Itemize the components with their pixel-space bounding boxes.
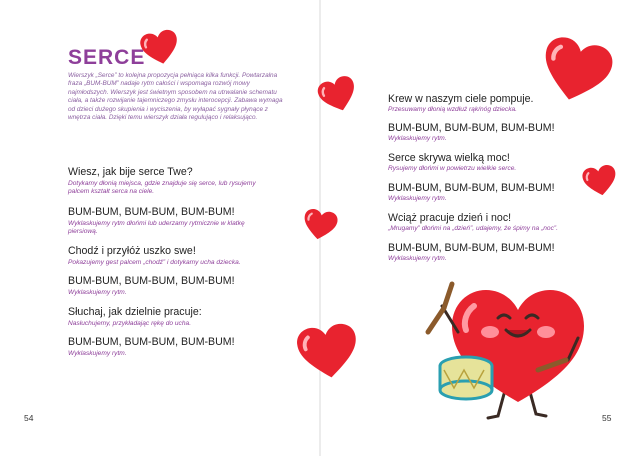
verse-line: Słuchaj, jak dzielnie pracuje: xyxy=(68,306,202,318)
verse-line: BUM-BUM, BUM-BUM, BUM-BUM! xyxy=(388,242,555,254)
verse-note: Wyklaskujemy rytm. xyxy=(388,135,447,142)
page-title: SERCE xyxy=(68,46,146,69)
verse-note: Rysujemy dłońmi w powietrzu wielkie serce. xyxy=(388,165,517,172)
verse-line: BUM-BUM, BUM-BUM, BUM-BUM! xyxy=(68,275,235,287)
verse-note: Wyklaskujemy rytm dłońmi lub uderzamy rytmicznie w klatkę piersiową. xyxy=(68,220,245,235)
verse-note: Wyklaskujemy rytm. xyxy=(388,195,447,202)
page-number: 54 xyxy=(24,413,34,423)
verse-line: Chodź i przyłóż uszko swe! xyxy=(68,245,196,257)
verse-note: „Mrugamy” dłońmi na „dzień”, udajemy, że śpimy na „noc”. xyxy=(388,225,558,232)
verse-line: BUM-BUM, BUM-BUM, BUM-BUM! xyxy=(388,122,555,134)
heart-icon xyxy=(318,76,358,114)
verse-line: Wiesz, jak bije serce Twe? xyxy=(68,166,193,178)
verse-line: BUM-BUM, BUM-BUM, BUM-BUM! xyxy=(388,182,555,194)
heart-icon xyxy=(302,208,338,242)
page-number: 55 xyxy=(602,413,612,423)
intro-text: Wierszyk „Serce” to kolejna propozycja pełniąca kilka funkcji. Powtarzalna fraza „BUM-BUM” nadaje rytm całości i wspomaga rozwój mowy najmłodszych. Wierszyk jest świetnym sposobem na utrwalanie schematu ciała, a także rozwijanie tajemniczego zmysłu interocepcji. Zabawa wymaga od dzieci dużego skupienia i wyciszenia, by wyłapać sygnały płynące z wnętrza ciała. Dzięki temu wierszyk działa regulująco i relaksująco. xyxy=(68,72,283,122)
verse-note: Wyklaskujemy rytm. xyxy=(68,289,127,296)
verse-note: Dotykamy dłonią miejsca, gdzie znajduje się serce, lub rysujemy palcem kształt serca na ciele. xyxy=(68,180,256,195)
verse-note: Pokazujemy gest palcem „chodź” i dotykamy ucha dziecka. xyxy=(68,259,241,266)
heart-icon xyxy=(582,164,618,198)
verse-line: Wciąż pracuje dzień i noc! xyxy=(388,212,512,224)
verse-line: BUM-BUM, BUM-BUM, BUM-BUM! xyxy=(68,206,235,218)
heart-icon xyxy=(538,38,614,104)
verse-note: Przesuwamy dłonią wzdłuż rąk/nóg dziecka. xyxy=(388,106,518,113)
verse-line: BUM-BUM, BUM-BUM, BUM-BUM! xyxy=(68,336,235,348)
verse-line: Serce skrywa wielką moc! xyxy=(388,152,510,164)
heart-icon xyxy=(140,30,180,66)
heart-icon xyxy=(296,322,360,382)
drumming-heart-character xyxy=(418,266,598,426)
verse-note: Wyklaskujemy rytm. xyxy=(68,350,127,357)
verse-note: Nasłuchujemy, przykładając rękę do ucha. xyxy=(68,320,192,327)
verse-note: Wyklaskujemy rytm. xyxy=(388,255,447,262)
verse-line: Krew w naszym ciele pompuje. xyxy=(388,93,534,105)
